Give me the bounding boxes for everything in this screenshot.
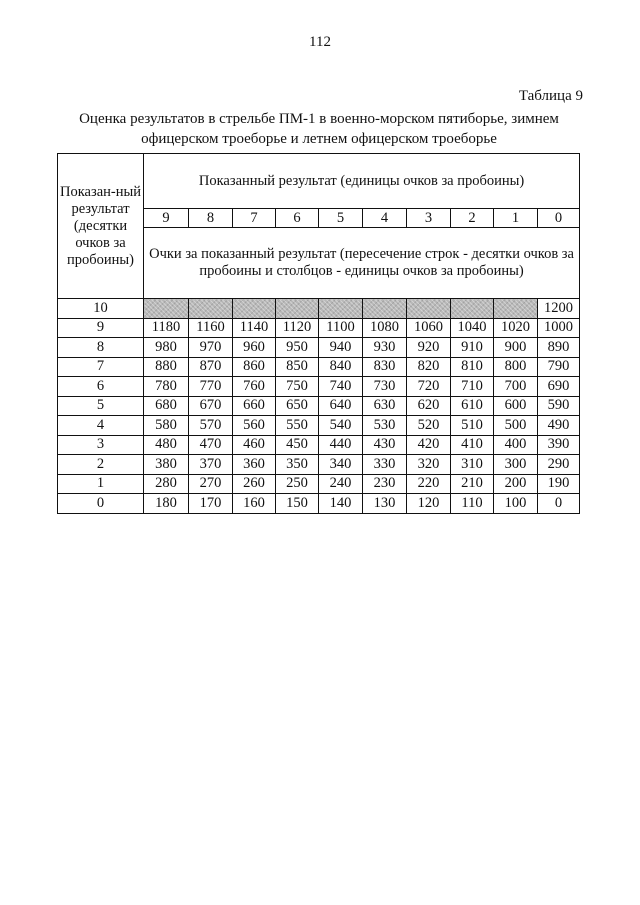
score-cell: 770 — [189, 377, 233, 397]
score-cell: 420 — [407, 435, 451, 455]
column-digit: 4 — [363, 209, 407, 228]
score-cell: 580 — [144, 416, 189, 436]
score-cell: 790 — [538, 357, 580, 377]
score-cell: 400 — [494, 435, 538, 455]
score-cell: 270 — [189, 474, 233, 494]
score-cell: 810 — [451, 357, 494, 377]
score-cell: 140 — [319, 494, 363, 514]
row-tens-cell: 8 — [58, 338, 144, 358]
row-tens-cell: 1 — [58, 474, 144, 494]
score-cell: 530 — [363, 416, 407, 436]
score-cell: 100 — [494, 494, 538, 514]
score-cell: 180 — [144, 494, 189, 514]
score-cell: 560 — [233, 416, 276, 436]
score-cell: 190 — [538, 474, 580, 494]
score-cell: 1000 — [538, 318, 580, 338]
score-cell: 300 — [494, 455, 538, 475]
row-tens-cell: 2 — [58, 455, 144, 475]
table-row — [58, 435, 580, 455]
score-cell: 0 — [538, 494, 580, 514]
row-tens-cell: 9 — [58, 318, 144, 338]
score-cell: 220 — [407, 474, 451, 494]
score-cell: 350 — [276, 455, 319, 475]
score-cell: 150 — [276, 494, 319, 514]
score-cell: 740 — [319, 377, 363, 397]
column-digit: 3 — [407, 209, 451, 228]
score-cell: 750 — [276, 377, 319, 397]
score-cell: 890 — [538, 338, 580, 358]
score-cell: 930 — [363, 338, 407, 358]
score-cell: 340 — [319, 455, 363, 475]
table-title: Оценка результатов в стрельбе ПМ-1 в военно-морском пятиборье, зимнем офицерском троеборье и летнем офицерском троеборье — [79, 111, 559, 147]
score-cell: 730 — [363, 377, 407, 397]
score-cell: 600 — [494, 396, 538, 416]
score-cell: 170 — [189, 494, 233, 514]
score-cell: 940 — [319, 338, 363, 358]
score-cell: 900 — [494, 338, 538, 358]
score-cell: 1040 — [451, 318, 494, 338]
score-cell: 850 — [276, 357, 319, 377]
table-row — [58, 377, 580, 397]
shaded-cell — [233, 299, 276, 319]
table-row — [58, 338, 580, 358]
table-row — [58, 474, 580, 494]
column-digit: 7 — [233, 209, 276, 228]
shaded-cell — [494, 299, 538, 319]
score-cell: 120 — [407, 494, 451, 514]
score-cell: 1120 — [276, 318, 319, 338]
score-cell: 920 — [407, 338, 451, 358]
score-cell: 710 — [451, 377, 494, 397]
score-cell: 1160 — [189, 318, 233, 338]
score-cell: 620 — [407, 396, 451, 416]
shaded-cell — [363, 299, 407, 319]
score-cell: 950 — [276, 338, 319, 358]
score-cell: 330 — [363, 455, 407, 475]
score-cell: 870 — [189, 357, 233, 377]
score-cell: 290 — [538, 455, 580, 475]
score-cell: 650 — [276, 396, 319, 416]
score-cell: 860 — [233, 357, 276, 377]
row-tens-cell: 0 — [58, 494, 144, 514]
score-cell: 830 — [363, 357, 407, 377]
score-cell: 800 — [494, 357, 538, 377]
table-label: Таблица 9 — [518, 88, 583, 104]
score-cell: 910 — [451, 338, 494, 358]
score-cell: 230 — [363, 474, 407, 494]
row-tens-cell: 10 — [58, 299, 144, 319]
score-cell: 1200 — [538, 299, 580, 319]
score-cell: 630 — [363, 396, 407, 416]
score-cell: 640 — [319, 396, 363, 416]
shaded-cell — [276, 299, 319, 319]
score-cell: 880 — [144, 357, 189, 377]
score-cell: 130 — [363, 494, 407, 514]
score-cell: 1100 — [319, 318, 363, 338]
score-cell: 780 — [144, 377, 189, 397]
column-header-cell: Показанный результат (единицы очков за пробоины) — [144, 154, 580, 209]
score-cell: 1140 — [233, 318, 276, 338]
score-cell: 1020 — [494, 318, 538, 338]
page-number: 112 — [309, 34, 331, 50]
score-cell: 280 — [144, 474, 189, 494]
column-digit: 6 — [276, 209, 319, 228]
score-cell: 510 — [451, 416, 494, 436]
score-cell: 240 — [319, 474, 363, 494]
table-row — [58, 357, 580, 377]
column-digit: 8 — [189, 209, 233, 228]
column-digit: 9 — [144, 209, 189, 228]
shaded-cell — [319, 299, 363, 319]
score-cell: 390 — [538, 435, 580, 455]
score-cell: 520 — [407, 416, 451, 436]
shaded-cell — [451, 299, 494, 319]
score-cell: 960 — [233, 338, 276, 358]
score-cell: 500 — [494, 416, 538, 436]
score-cell: 380 — [144, 455, 189, 475]
score-cell: 1080 — [363, 318, 407, 338]
score-cell: 490 — [538, 416, 580, 436]
score-cell: 250 — [276, 474, 319, 494]
row-header-cell: Показан-ный результат (десятки очков за пробоины) — [58, 154, 144, 299]
score-cell: 700 — [494, 377, 538, 397]
score-cell: 450 — [276, 435, 319, 455]
row-tens-cell: 5 — [58, 396, 144, 416]
score-cell: 370 — [189, 455, 233, 475]
score-cell: 460 — [233, 435, 276, 455]
row-tens-cell: 3 — [58, 435, 144, 455]
shaded-cell — [144, 299, 189, 319]
score-cell: 110 — [451, 494, 494, 514]
column-digit: 1 — [494, 209, 538, 228]
score-cell: 360 — [233, 455, 276, 475]
column-digit: 5 — [319, 209, 363, 228]
table-row — [58, 416, 580, 436]
score-cell: 320 — [407, 455, 451, 475]
column-note-cell: Очки за показанный результат (пересечение строк - десятки очков за пробоины и столбцов - единицы очков за пробоины) — [144, 228, 580, 299]
score-cell: 660 — [233, 396, 276, 416]
table-row — [58, 455, 580, 475]
score-cell: 410 — [451, 435, 494, 455]
score-cell: 540 — [319, 416, 363, 436]
score-cell: 680 — [144, 396, 189, 416]
row-tens-cell: 6 — [58, 377, 144, 397]
score-cell: 760 — [233, 377, 276, 397]
score-cell: 720 — [407, 377, 451, 397]
score-cell: 820 — [407, 357, 451, 377]
score-cell: 260 — [233, 474, 276, 494]
score-cell: 590 — [538, 396, 580, 416]
table-row — [58, 299, 580, 319]
column-digit: 0 — [538, 209, 580, 228]
score-cell: 570 — [189, 416, 233, 436]
score-cell: 980 — [144, 338, 189, 358]
score-cell: 610 — [451, 396, 494, 416]
score-cell: 210 — [451, 474, 494, 494]
score-cell: 310 — [451, 455, 494, 475]
score-cell: 670 — [189, 396, 233, 416]
score-cell: 550 — [276, 416, 319, 436]
score-cell: 470 — [189, 435, 233, 455]
shaded-cell — [407, 299, 451, 319]
scoring-table — [57, 153, 580, 514]
shaded-cell — [189, 299, 233, 319]
score-cell: 970 — [189, 338, 233, 358]
score-cell: 480 — [144, 435, 189, 455]
row-tens-cell: 7 — [58, 357, 144, 377]
score-cell: 200 — [494, 474, 538, 494]
score-cell: 160 — [233, 494, 276, 514]
score-cell: 1060 — [407, 318, 451, 338]
score-cell: 430 — [363, 435, 407, 455]
row-tens-cell: 4 — [58, 416, 144, 436]
table-row — [58, 494, 580, 514]
table-row — [58, 318, 580, 338]
score-cell: 440 — [319, 435, 363, 455]
score-cell: 1180 — [144, 318, 189, 338]
score-cell: 840 — [319, 357, 363, 377]
score-cell: 690 — [538, 377, 580, 397]
column-digit: 2 — [451, 209, 494, 228]
table-row — [58, 396, 580, 416]
